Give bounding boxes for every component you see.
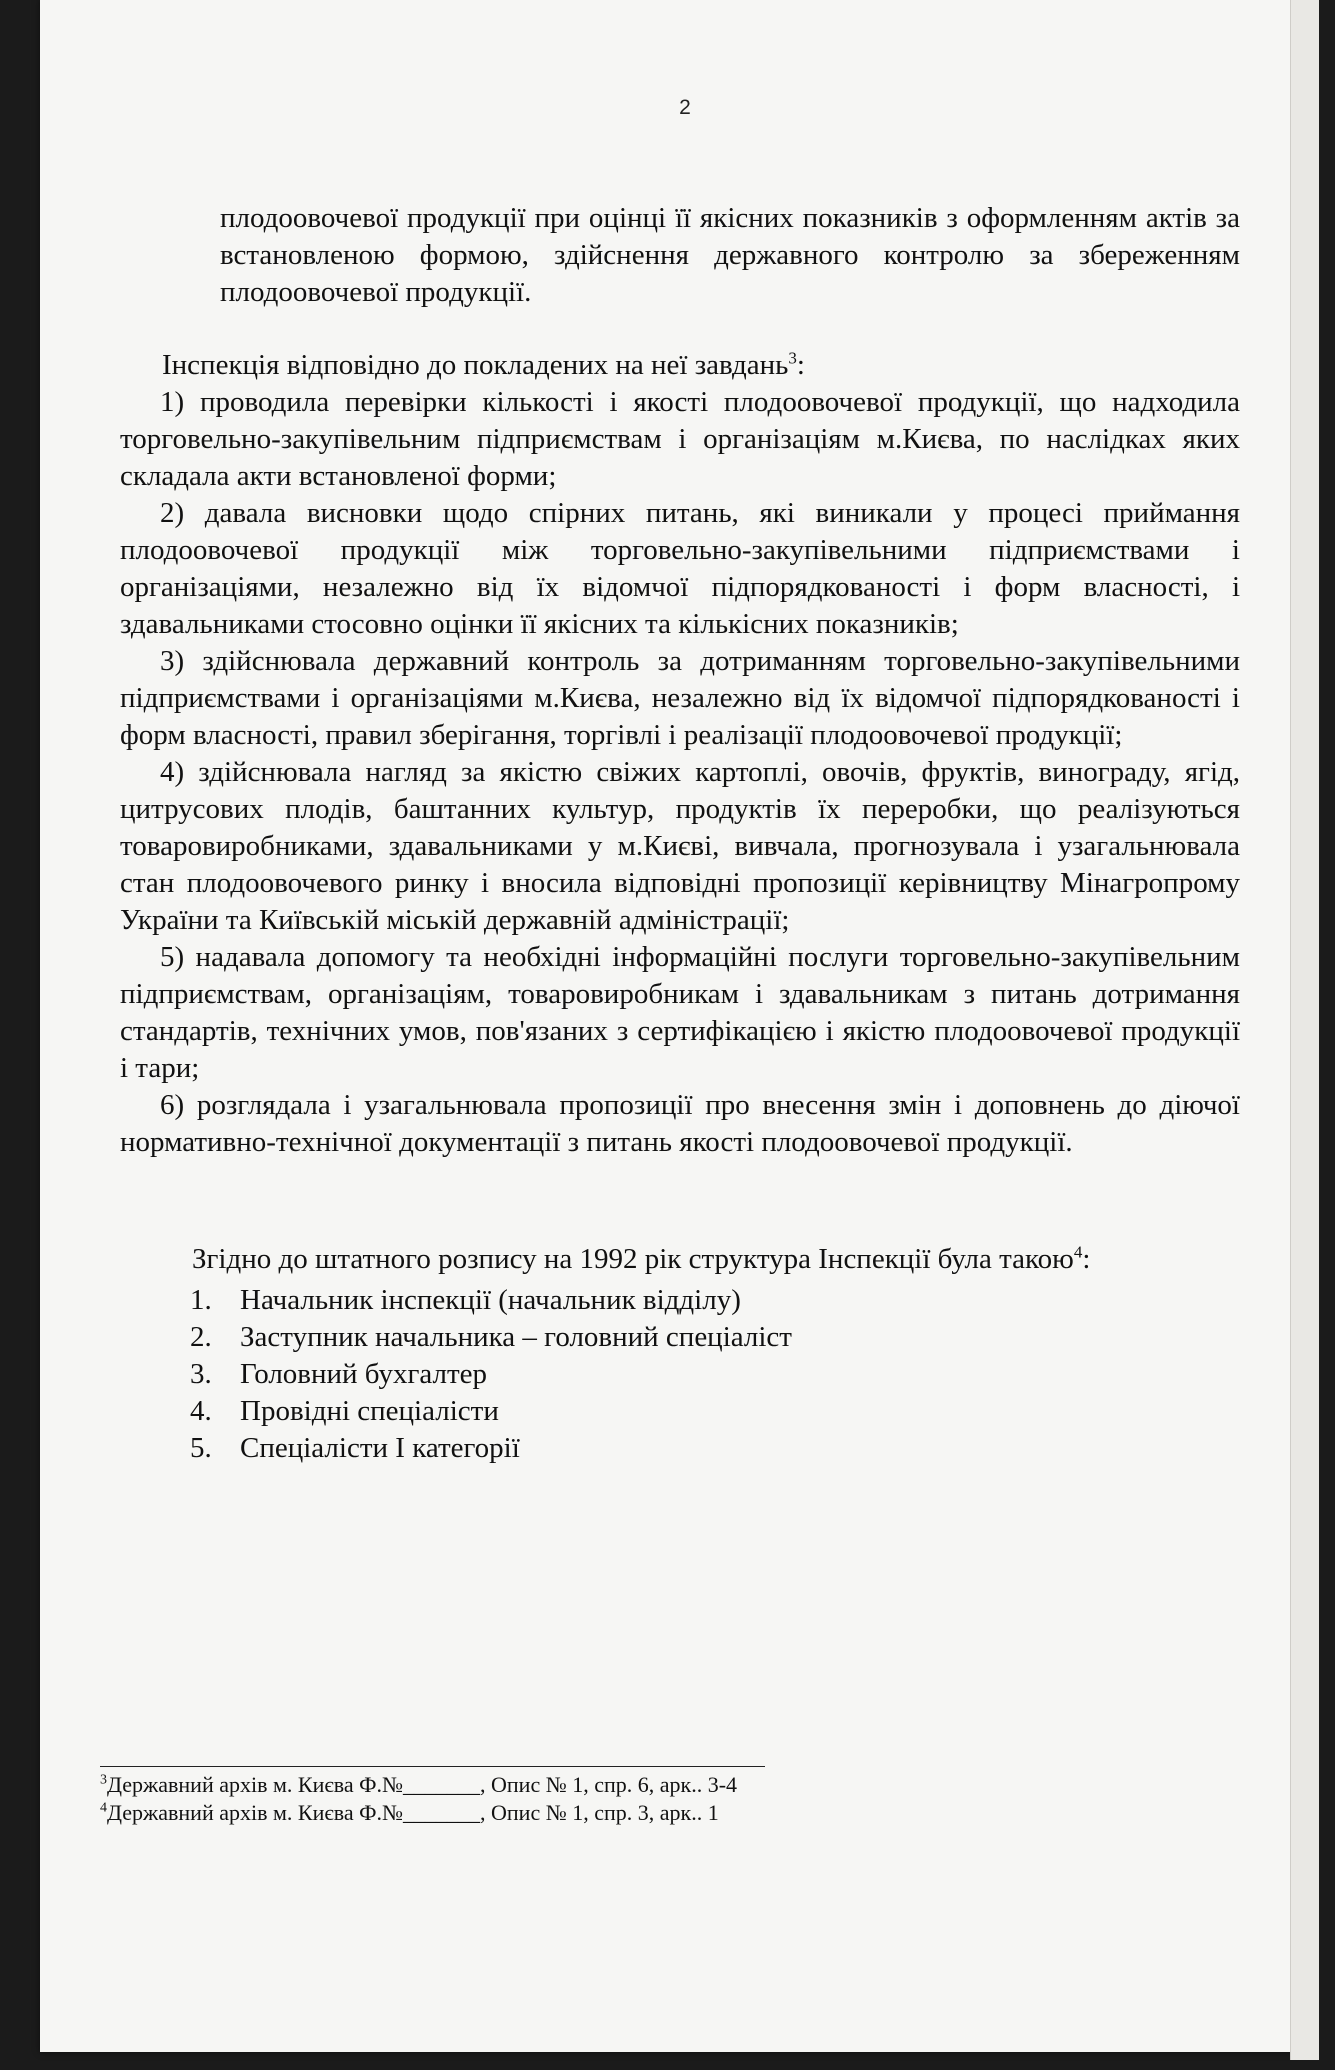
staff-position-item <box>190 1282 1240 1319</box>
task-item-3: 3) здійснювала державний контроль за дотриманням торговельно-закупівельними підприємствами і організаціями м.Києва, незалежно від їх відомчої підпорядкованості і форм власності, правил зберігання, торгівлі і реалізації плодоовочевої продукції; <box>120 645 1240 751</box>
staff-position-title: Головний бухгалтер <box>240 1358 487 1390</box>
tasks-lead-colon: : <box>796 349 805 381</box>
footnote-ref-4: 4 <box>1073 1242 1083 1262</box>
staff-position-number: 2. <box>190 1321 212 1353</box>
structure-lead-text: Згідно до штатного розпису на 1992 рік структура Інспекції була такою <box>192 1243 1074 1275</box>
footnote-ref-3: 3 <box>788 348 797 368</box>
footnote-4 <box>100 1799 780 1827</box>
staff-position-number: 4. <box>190 1395 212 1427</box>
document-page <box>40 0 1310 2052</box>
footnote-number: 3 <box>100 1772 107 1788</box>
task-item-1: 1) проводила перевірки кількості і якості плодоовочевої продукції, що надходила торговельно-закупівельним підприємствам і організаціям м.Києва, по наслідках яких складала акти встановленої форми; <box>120 386 1240 492</box>
footnotes <box>100 1766 780 1827</box>
intro-paragraph: плодоовочевої продукції при оцінці її якісних показників з оформленням актів за встановленою формою, здійснення державного контролю за збереженням плодоовочевої продукції. <box>220 202 1240 308</box>
structure-lead-paragraph <box>120 1241 1240 1278</box>
tasks-lead-text: Інспекція відповідно до покладених на неї завдань <box>162 349 789 381</box>
staff-position-item <box>190 1430 1240 1467</box>
tasks-lead-paragraph <box>120 347 1240 384</box>
staff-position-number: 1. <box>190 1284 212 1316</box>
footnote-number: 4 <box>100 1800 107 1816</box>
staff-position-item <box>190 1319 1240 1356</box>
staff-position-title: Заступник начальника – головний спеціаліст <box>240 1321 792 1353</box>
footnote-3 <box>100 1771 780 1799</box>
task-item-4: 4) здійснювала нагляд за якістю свіжих картоплі, овочів, фруктів, винограду, ягід, цитрусових плодів, баштанних культур, продуктів їх переробки, що реалізуються товаровиробниками, здавальниками у м.Києві, вивчала, прогнозувала і узагальнювала стан плодоовочевого ринку і вносила відповідні пропозиції керівництву Мінагропрому України та Київській міській державній адміністрації; <box>120 756 1240 936</box>
staff-positions-list <box>120 1282 1240 1467</box>
footnote-text: Державний архів м. Києва Ф.№_______, Опис № 1, спр. 3, арк.. 1 <box>107 1800 719 1825</box>
document-body <box>120 200 1240 1467</box>
structure-lead-colon: : <box>1082 1243 1091 1275</box>
staff-position-title: Начальник інспекції (начальник відділу) <box>240 1284 741 1316</box>
staff-position-item <box>190 1393 1240 1430</box>
page-number: 2 <box>679 96 691 119</box>
task-item-6: 6) розглядала і узагальнювала пропозиції про внесення змін і доповнень до діючої нормативно-технічної документації з питань якості плодоовочевої продукції. <box>120 1089 1240 1158</box>
footnote-separator <box>100 1766 765 1767</box>
footnote-text: Державний архів м. Києва Ф.№_______, Опис № 1, спр. 6, арк.. 3-4 <box>107 1772 738 1797</box>
staff-position-item <box>190 1356 1240 1393</box>
staff-position-number: 5. <box>190 1432 212 1464</box>
next-page-edge <box>1290 0 1319 2060</box>
staff-position-title: Спеціалісти І категорії <box>240 1432 520 1464</box>
task-item-5: 5) надавала допомогу та необхідні інформаційні послуги торговельно-закупівельним підприємствам, організаціям, товаровиробникам і здавальникам з питань дотримання стандартів, технічних умов, пов'язаних з сертифікацією і якістю плодоовочевої продукції і тари; <box>120 941 1240 1084</box>
staff-position-title: Провідні спеціалісти <box>240 1395 499 1427</box>
task-item-2: 2) давала висновки щодо спірних питань, які виникали у процесі приймання плодоовочевої продукції між торговельно-закупівельними підприємствами і організаціями, незалежно від їх відомчої підпорядкованості і форм власності, і здавальниками стосовно оцінки її якісних та кількісних показників; <box>120 497 1240 640</box>
staff-position-number: 3. <box>190 1358 212 1390</box>
